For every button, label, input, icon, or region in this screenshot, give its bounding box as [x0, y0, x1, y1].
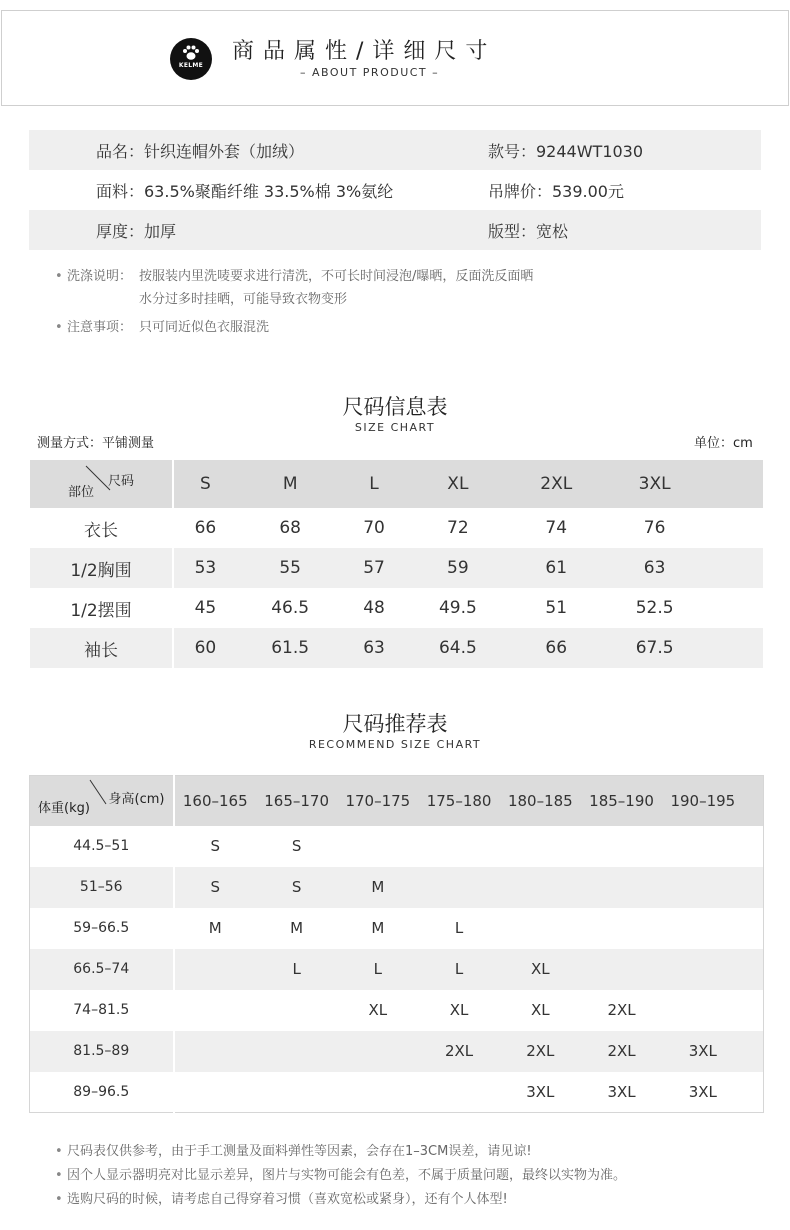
size-cell — [500, 826, 581, 867]
size-cell: S — [256, 867, 337, 908]
size-cell: 2XL — [500, 1031, 581, 1072]
value-cell: 61.5 — [237, 628, 344, 668]
wash-text-2: 水分过多时挂晒，可能导致衣物变形 — [139, 292, 348, 307]
attribute-price: 吊牌价：539.00元 — [488, 181, 624, 201]
size-cell — [581, 908, 662, 949]
attribute-row — [29, 210, 761, 250]
spacer-cell — [744, 949, 764, 990]
paw-icon — [182, 44, 200, 62]
height-header: 185–190 — [581, 776, 662, 826]
size-cell: XL — [531, 1001, 550, 1019]
value-cell: 66 — [511, 628, 601, 668]
value-cell: 63 — [344, 628, 405, 668]
size-header: XL — [405, 460, 512, 508]
height-header: 180–185 — [500, 776, 581, 826]
size-cell: S — [210, 837, 221, 855]
size-cell: M — [371, 919, 385, 937]
attention-text: 只可同近似色衣服混洗 — [139, 320, 270, 335]
size-cell: S — [174, 867, 257, 908]
measure-method: 测量方式：平铺测量 — [37, 436, 155, 451]
page-title: 商品属性/详细尺寸 — [232, 39, 497, 64]
value-cell: 64.5 — [405, 628, 512, 668]
spacer-cell — [708, 508, 763, 548]
size-cell: L — [256, 949, 337, 990]
table-row — [30, 1072, 764, 1113]
value-cell: 46.5 — [271, 598, 310, 618]
value-cell: 63 — [601, 548, 708, 588]
spacer-cell — [708, 460, 763, 508]
size-cell: 3XL — [607, 1082, 636, 1101]
corner-cell — [30, 460, 173, 508]
table-row — [30, 908, 764, 949]
bullet: • — [55, 269, 63, 284]
size-cell — [418, 867, 499, 908]
footer-note-text: 因个人显示器明亮对比显示差异，图片与实物可能会有色差，不属于质量问题，最终以实物为准。 — [67, 1168, 627, 1183]
size-cell — [174, 1072, 257, 1113]
weight-cell: 51–56 — [30, 867, 174, 908]
footer-note — [55, 1188, 626, 1212]
value-cell: 55 — [237, 548, 344, 588]
wash-note — [55, 265, 533, 288]
size-cell: 3XL — [526, 1082, 555, 1101]
attribute-thickness: 厚度：加厚 — [96, 221, 177, 241]
attribute-row — [29, 170, 761, 210]
size-cell — [662, 949, 743, 990]
unit-label: 单位：cm — [694, 436, 753, 451]
weight-cell: 89–96.5 — [30, 1072, 174, 1113]
size-chart-title: 尺码信息表 — [342, 395, 448, 419]
height-header: 190–195 — [662, 776, 743, 826]
value-cell: 67.5 — [601, 628, 708, 668]
size-cell: XL — [449, 1001, 469, 1019]
value-cell: 59 — [405, 548, 512, 588]
size-cell: L — [418, 949, 499, 990]
size-cell — [256, 1031, 337, 1072]
value-cell: 49.5 — [438, 598, 477, 618]
footer-note-text: 选购尺码的时候，请考虑自己得穿着习惯（喜欢宽松或紧身），还有个人体型! — [67, 1192, 508, 1207]
weight-cell: 74–81.5 — [30, 990, 174, 1031]
size-cell: XL — [500, 949, 581, 990]
table-row — [30, 867, 764, 908]
size-header: S — [173, 460, 237, 508]
size-chart-table — [30, 460, 763, 668]
value-cell: 60 — [173, 628, 237, 668]
weight-cell: 66.5–74 — [30, 949, 174, 990]
attribute-row — [29, 130, 761, 170]
table-row — [30, 628, 763, 668]
spacer-cell — [744, 776, 764, 826]
value-cell: 53 — [173, 548, 237, 588]
size-cell — [500, 908, 581, 949]
height-header: 165–170 — [256, 776, 337, 826]
value-cell: 51 — [545, 598, 568, 618]
care-notes — [55, 265, 533, 339]
footer-note — [55, 1164, 626, 1188]
attention-note — [55, 316, 533, 339]
corner-top-label: 尺码 — [107, 474, 134, 489]
footer-note-text: 尺码表仅供参考，由于手工测量及面料弹性等因素，会存在1–3CM误差，请见谅! — [67, 1144, 532, 1159]
size-cell — [174, 949, 257, 990]
height-header: 170–175 — [337, 776, 418, 826]
size-cell: L — [454, 919, 464, 937]
attention-label: 注意事项： — [67, 320, 133, 335]
attribute-fabric: 面料：63.5%聚酯纤维 33.5%棉 3%氨纶 — [96, 181, 394, 201]
table-row — [30, 508, 763, 548]
value-cell: 72 — [447, 518, 469, 538]
spacer-cell — [744, 867, 764, 908]
size-cell: 2XL — [607, 1001, 636, 1019]
size-cell — [662, 826, 743, 867]
size-cell: M — [208, 919, 222, 937]
logo-text: KELME — [178, 62, 204, 69]
value-cell: 61 — [511, 548, 601, 588]
spacer-cell — [744, 908, 764, 949]
table-row — [30, 548, 763, 588]
size-cell — [662, 867, 743, 908]
size-cell — [256, 1072, 337, 1113]
size-cell: 2XL — [581, 1031, 662, 1072]
attribute-fit: 版型：宽松 — [488, 221, 569, 241]
recommend-chart-table — [29, 775, 764, 1113]
part-cell: 衣长 — [30, 508, 173, 548]
corner-cell — [30, 776, 174, 826]
bullet: • — [55, 1168, 63, 1183]
value-cell: 57 — [344, 548, 405, 588]
size-header: 2XL — [511, 460, 601, 508]
bullet: • — [55, 1192, 63, 1207]
table-row — [30, 826, 764, 867]
size-cell — [500, 867, 581, 908]
size-cell — [337, 1072, 418, 1113]
size-cell — [337, 826, 418, 867]
weight-cell: 44.5–51 — [30, 826, 174, 867]
size-cell: XL — [368, 1001, 388, 1019]
part-cell: 袖长 — [30, 628, 173, 668]
bullet: • — [55, 320, 63, 335]
spacer-cell — [744, 826, 764, 867]
size-cell: 2XL — [418, 1031, 499, 1072]
value-cell: 68 — [279, 518, 301, 538]
footer-notes — [55, 1140, 626, 1212]
size-cell — [581, 826, 662, 867]
size-cell: S — [291, 837, 302, 855]
attribute-style-no: 款号：9244WT1030 — [488, 141, 644, 161]
size-header: 3XL — [601, 460, 708, 508]
height-header: 160–165 — [174, 776, 257, 826]
table-header-row — [30, 776, 764, 826]
weight-cell: 81.5–89 — [30, 1031, 174, 1072]
table-row — [30, 1031, 764, 1072]
size-cell: 3XL — [688, 1082, 717, 1101]
size-cell: L — [337, 949, 418, 990]
spacer-cell — [708, 548, 763, 588]
part-cell: 1/2摆围 — [30, 588, 173, 628]
table-header-row — [30, 460, 763, 508]
corner-top-label: 身高(cm) — [108, 792, 165, 807]
value-cell: 76 — [643, 518, 666, 538]
attribute-name: 品名：针织连帽外套（加绒） — [96, 141, 305, 161]
value-cell: 66 — [194, 518, 217, 538]
size-cell — [581, 949, 662, 990]
size-cell: 3XL — [662, 1031, 743, 1072]
kelme-logo — [170, 38, 212, 80]
wash-label: 洗涤说明： — [67, 269, 133, 284]
size-cell: M — [337, 867, 418, 908]
size-cell — [418, 1072, 499, 1113]
page-subtitle: – ABOUT PRODUCT – — [300, 66, 440, 79]
spacer-cell — [708, 628, 763, 668]
table-row — [30, 588, 763, 628]
wash-note-continued — [55, 288, 533, 311]
spacer-cell — [744, 990, 764, 1031]
size-header: L — [344, 460, 405, 508]
corner-bottom-label: 部位 — [68, 485, 95, 500]
recommend-chart-title: 尺码推荐表 — [342, 712, 448, 736]
part-cell: 1/2胸围 — [30, 548, 173, 588]
spacer-cell — [708, 588, 763, 628]
value-cell: 70 — [363, 518, 385, 538]
spacer-cell — [744, 1072, 764, 1113]
size-cell — [256, 990, 337, 1031]
wash-text: 按服装内里洗唛要求进行清洗，不可长时间浸泡/曝晒，反面洗反面晒 — [139, 269, 534, 284]
recommend-chart-subtitle: RECOMMEND SIZE CHART — [308, 738, 482, 751]
value-cell: 45 — [194, 598, 217, 618]
footer-note — [55, 1140, 626, 1164]
size-cell — [662, 908, 743, 949]
table-row — [30, 990, 764, 1031]
height-header: 175–180 — [418, 776, 499, 826]
bullet: • — [55, 1144, 63, 1159]
size-cell — [581, 867, 662, 908]
size-cell — [174, 1031, 257, 1072]
size-cell — [174, 990, 257, 1031]
product-attributes — [29, 130, 761, 250]
value-cell: 48 — [363, 598, 385, 618]
table-row — [30, 949, 764, 990]
diagonal-divider — [30, 460, 173, 508]
size-cell — [337, 1031, 418, 1072]
size-header: M — [237, 460, 344, 508]
size-cell — [418, 826, 499, 867]
value-cell: 74 — [545, 518, 568, 538]
value-cell: 52.5 — [635, 598, 674, 618]
size-chart-subtitle: SIZE CHART — [354, 421, 436, 434]
size-cell: M — [290, 919, 304, 937]
spacer-cell — [744, 1031, 764, 1072]
weight-cell: 59–66.5 — [30, 908, 174, 949]
size-cell — [662, 990, 743, 1031]
corner-bottom-label: 体重(kg) — [38, 800, 90, 816]
